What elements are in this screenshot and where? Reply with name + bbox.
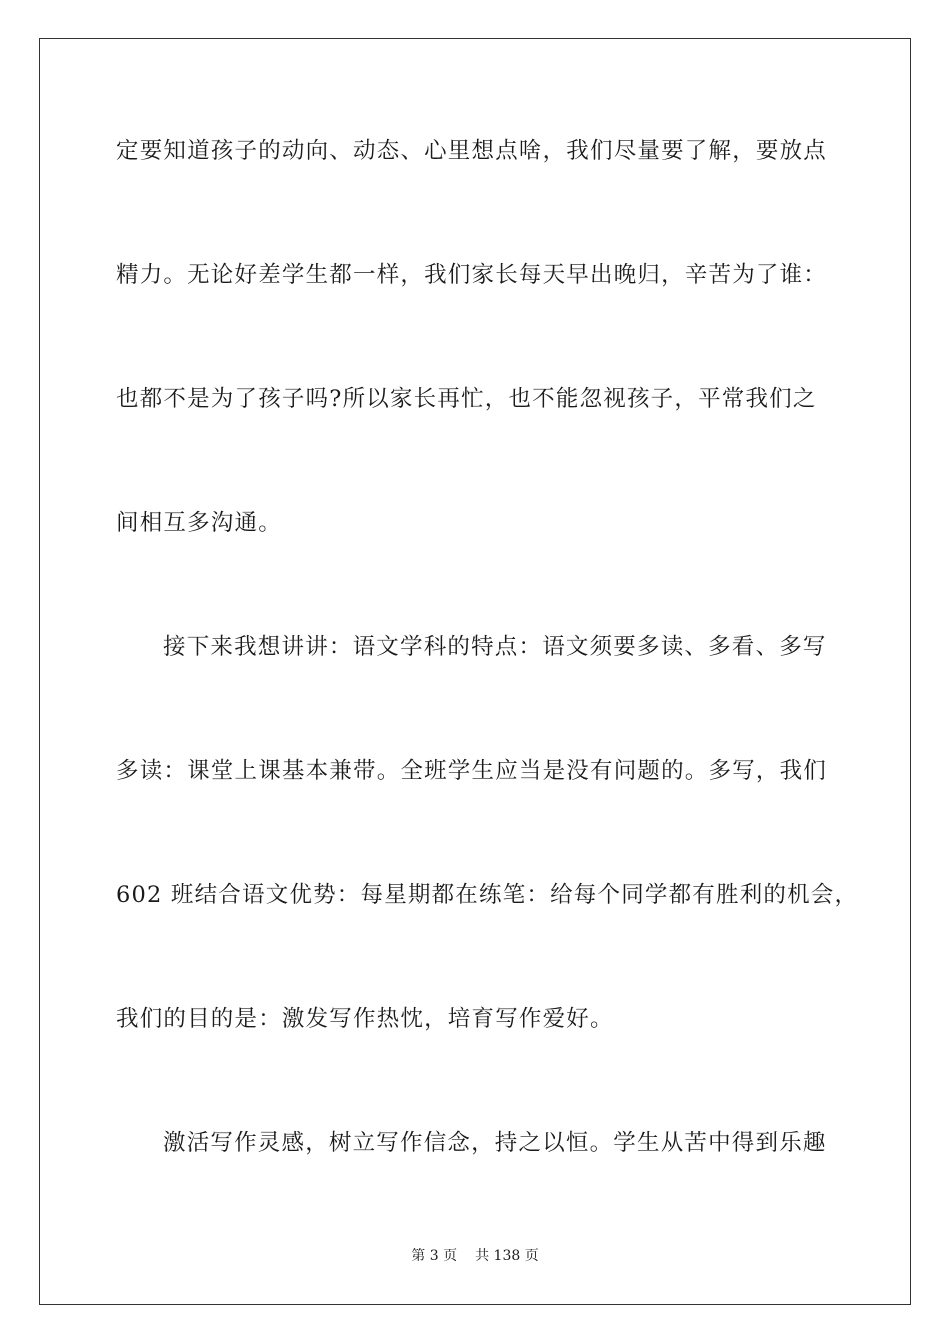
page-frame [39,38,911,1305]
paragraph-first-line: 激活写作灵感，树立写作信念，持之以恒。学生从苦中得到乐趣 [163,1130,827,1156]
text-line: 602 班结合语文优势：每星期都在练笔：给每个同学都有胜利的机会， [116,882,859,908]
text-line: 间相互多沟通。 [116,510,282,536]
text-line: 定要知道孩子的动向、动态、心里想点啥，我们尽量要了解，要放点 [116,138,828,164]
text-line: 我们的目的是：激发写作热忱，培育写作爱好。 [116,1006,614,1032]
text-line: 多读：课堂上课基本兼带。全班学生应当是没有问题的。多写，我们 [116,758,828,784]
text-line: 也都不是为了孩子吗?所以家长再忙，也不能忽视孩子，平常我们之 [116,386,817,412]
paragraph-first-line: 接下来我想讲讲：语文学科的特点：语文须要多读、多看、多写 [163,634,827,660]
text-line: 精力。无论好差学生都一样，我们家长每天早出晚归，辛苦为了谁： [116,262,828,288]
page-number: 第 3 页 [411,1248,458,1264]
page-footer [0,1247,950,1265]
page-total: 共 138 页 [475,1248,539,1264]
